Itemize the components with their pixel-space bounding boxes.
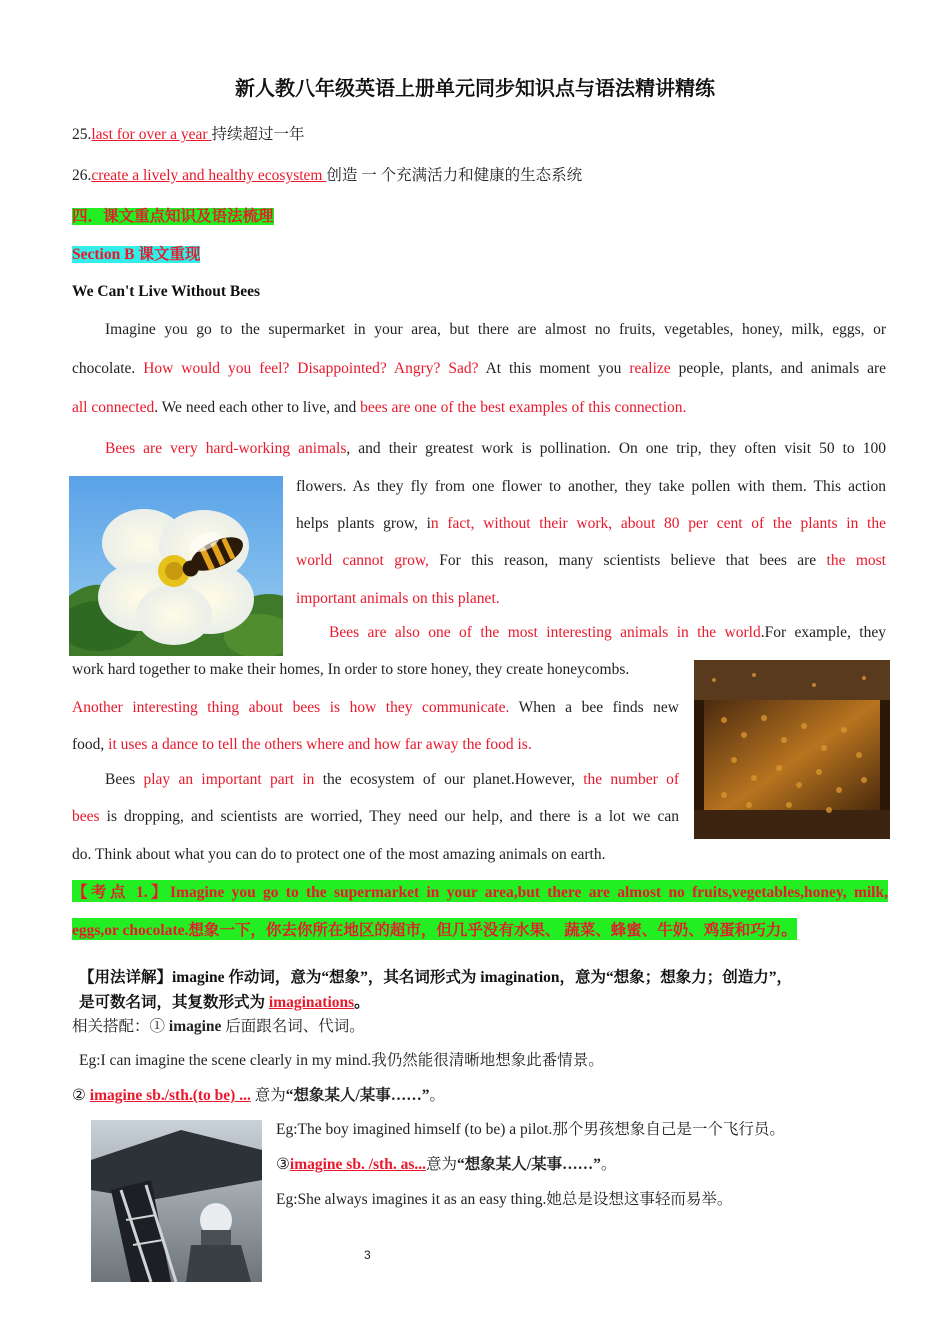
page-number: 3 xyxy=(364,1248,371,1262)
vocab-meaning: 创造 一 个充满活力和健康的生态系统 xyxy=(326,167,583,184)
usage-line: 【用法详解】imagine 作动词，意为“想象”，其名词形式为 imagination，意为“想象；想象力；创造力”， xyxy=(79,969,793,986)
usage-line: 是可数名词，其复数形式为 imaginations。 xyxy=(79,994,370,1011)
passage-line: food, it uses a dance to tell the others where and how far away the food is. xyxy=(72,736,532,753)
section-b-label: Section B xyxy=(72,246,135,263)
usage-line: 相关搭配：① imagine 后面跟名词、代词。 xyxy=(72,1018,365,1035)
passage-line: flowers. As they fly from one flower to another, they take pollen with them. This action xyxy=(296,478,886,495)
section-heading-text: 四．课文重点知识及语法梳理 xyxy=(72,208,274,225)
passage-line: Bees are very hard-working animals, and their greatest work is pollination. On one trip, they often visit 50 to 100 xyxy=(105,440,886,457)
kaodian-line: eggs,or chocolate.想象一下，你去你所在地区的超市，但几乎没有水果、 蔬菜、蜂蜜、牛奶、鸡蛋和巧力。 xyxy=(72,918,797,940)
section-heading xyxy=(72,204,274,226)
passage-line: do. Think about what you can do to protect one of the most amazing animals on earth. xyxy=(72,846,606,863)
example-sentence: Eg:The boy imagined himself (to be) a pilot.那个男孩想象自己是一个飞行员。 xyxy=(276,1121,785,1138)
passage-line: work hard together to make their homes, In order to store honey, they create honeycombs. xyxy=(72,661,630,678)
passage-line: Imagine you go to the supermarket in your area, but there are almost no fruits, vegetables, honey, milk, eggs, or xyxy=(105,321,886,338)
passage-line: Bees are also one of the most interesting animals in the world.For example, they xyxy=(329,624,886,641)
passage-line: chocolate. How would you feel? Disappointed? Angry? Sad? At this moment you realize people, plants, and animals are xyxy=(72,360,886,377)
section-b-heading xyxy=(72,242,200,264)
honeycomb-image xyxy=(694,660,890,839)
passage-line: bees is dropping, and scientists are worried, They need our help, and there is a lot we can xyxy=(72,808,679,825)
vocab-item xyxy=(72,163,582,185)
kaodian-line: 【考点 1.】Imagine you go to the supermarket in your area,but there are almost no fruits,vegetables,honey, milk, xyxy=(72,880,888,902)
passage-line: world cannot grow, For this reason, many scientists believe that bees are the most xyxy=(296,552,886,569)
passage-title: We Can't Live Without Bees xyxy=(72,283,261,300)
passage-line: important animals on this planet. xyxy=(296,590,500,607)
pilot-image xyxy=(91,1120,262,1282)
bee-flower-image xyxy=(69,476,283,656)
passage-line: all connected. We need each other to live, and bees are one of the best examples of this connection. xyxy=(72,399,687,416)
example-sentence: Eg:I can imagine the scene clearly in my mind.我仍然能很清晰地想象此番情景。 xyxy=(79,1052,604,1069)
vocab-meaning: 持续超过一年 xyxy=(211,126,305,143)
example-sentence: Eg:She always imagines it as an easy thing.她总是设想这事轻而易举。 xyxy=(276,1191,733,1208)
vocab-item xyxy=(72,122,304,144)
usage-line: ② imagine sb./sth.(to be) ... 意为“想象某人/某事……”。 xyxy=(72,1087,446,1104)
passage-line: helps plants grow, in fact, without their work, about 80 per cent of the plants in the xyxy=(296,515,886,532)
passage-line: Another interesting thing about bees is how they communicate. When a bee finds new xyxy=(72,699,679,716)
usage-line: ③imagine sb. /sth. as...意为“想象某人/某事……”。 xyxy=(276,1156,617,1173)
vocab-phrase: last for over a year xyxy=(91,126,212,143)
vocab-number: 25. xyxy=(72,126,92,143)
section-b-title: 课文重现 xyxy=(138,246,201,263)
page-title: 新人教八年级英语上册单元同步知识点与语法精讲精练 xyxy=(235,78,715,100)
kaodian-tag: 【考点 1.】 xyxy=(72,884,171,901)
passage-line: Bees play an important part in the ecosystem of our planet.However, the number of xyxy=(105,771,679,788)
vocab-number: 26. xyxy=(72,167,92,184)
vocab-phrase: create a lively and healthy ecosystem xyxy=(91,167,327,184)
